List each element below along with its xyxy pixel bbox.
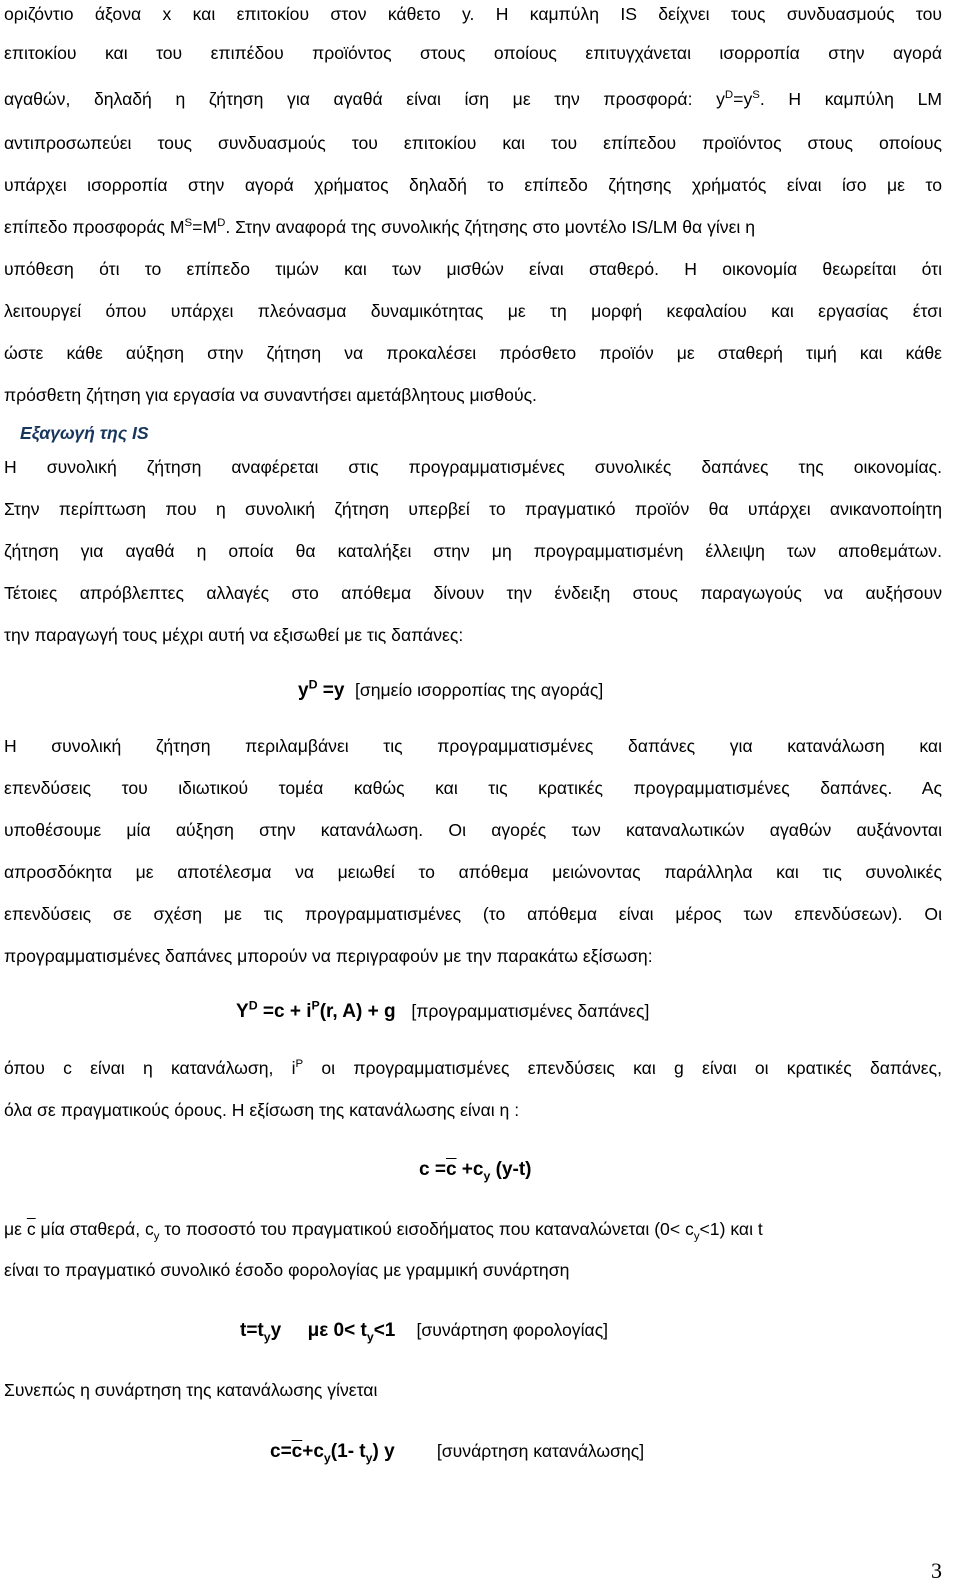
paragraph-line: επίπεδο προσφοράς $M^S=M^D$. Στην αναφορά της συνολικής ζήτησης στο μοντέλο IS/LM θα γίνει η: [4, 217, 756, 237]
paragraph-line: υποθέσουμε μία αύξηση στην κατανάλωση. Οι αγορές των καταναλωτικών αγαθών αυξάνονται: [4, 820, 942, 840]
paragraph-line: Συνεπώς η συνάρτηση της κατανάλωσης γίνεται: [4, 1380, 378, 1400]
paragraph-line: επενδύσεις σε σχέση με τις προγραμματισμένες (το απόθεμα είναι μέρος των επενδύσεων). Οι: [4, 904, 942, 924]
paragraph-line: λειτουργεί όπου υπάρχει πλεόνασμα δυναμικότητας με τη μορφή κεφαλαίου και εργασίας έτσι: [4, 301, 942, 321]
paragraph-line: πρόσθετη ζήτηση για εργασία να συναντήσει αμετάβλητους μισθούς.: [4, 385, 537, 405]
paragraph-line: όπου c είναι η κατανάλωση, $i^P$ οι προγραμματισμένες επενδύσεις και g είναι οι κρατικές δαπάνες,: [4, 1058, 942, 1078]
paragraph-line: Τέτοιες απρόβλεπτες αλλαγές στο απόθεμα δίνουν την ένδειξη στους παραγωγούς να αυξήσουν: [4, 583, 942, 603]
paragraph-line: οριζόντιο άξονα x και επιτοκίου στον κάθετο y. Η καμπύλη IS δείχνει τους συνδυασμούς του: [4, 4, 942, 24]
paragraph-line: με $\overline{c}$ μία σταθερά, $c_y$ το ποσοστό του πραγματικού εισοδήματος που καταναλώνεται $(0< c_y<1)$ και t: [4, 1219, 763, 1243]
paragraph-line: επιτοκίου και του επιπέδου προϊόντος στους οποίους επιτυγχάνεται ισορροπία στην αγορά: [4, 43, 942, 63]
paragraph-line: επενδύσεις του ιδιωτικού τομέα καθώς και τις κρατικές προγραμματισμένες δαπάνες. Ας: [4, 778, 942, 798]
paragraph-line: αντιπροσωπεύει τους συνδυασμούς του επιτοκίου και του επίπεδου προϊόντος στους οποίους: [4, 133, 942, 153]
paragraph-line: Η συνολική ζήτηση αναφέρεται στις προγραμματισμένες συνολικές δαπάνες της οικονομίας.: [4, 457, 942, 477]
paragraph-line: την παραγωγή τους μέχρι αυτή να εξισωθεί με τις δαπάνες:: [4, 625, 464, 645]
paragraph-line: υπόθεση ότι το επίπεδο τιμών και των μισθών είναι σταθερό. Η οικονομία θεωρείται ότι: [4, 259, 942, 279]
paragraph-line: απροσδόκητα με αποτέλεσμα να μειωθεί το απόθεμα μειώνοντας παράλληλα και τις συνολικές: [4, 862, 942, 882]
paragraph-line: Στην περίπτωση που η συνολική ζήτηση υπερβεί το πραγματικό προϊόν θα υπάρχει ανικανοποίητη: [4, 499, 942, 519]
consumption-function-equation: $c=\overline{c}+c_y(1-$ $t_y$) y [συνάρτηση κατανάλωσης]: [270, 1441, 645, 1465]
paragraph-line: αγαθών, δηλαδή η ζήτηση για αγαθά είναι ίση με την προσφορά: $y^D=y^S$. Η καμπύλη LM: [4, 89, 943, 109]
tax-function-equation: $t=t_yy$ με $0< t_y<1$ [συνάρτηση φορολογίας]: [240, 1320, 609, 1344]
section-heading: Εξαγωγή της IS: [20, 423, 149, 443]
paragraph-line: όλα σε πραγματικούς όρους. Η εξίσωση της κατανάλωσης είναι η :: [4, 1100, 520, 1120]
paragraph-line: ζήτηση για αγαθά η οποία θα καταλήξει στην μη προγραμματισμένη έλλειψη των αποθεμάτων.: [4, 541, 942, 561]
page-number: 3: [931, 1558, 942, 1583]
paragraph-line: Η συνολική ζήτηση περιλαμβάνει τις προγραμματισμένες δαπάνες για κατανάλωση και: [4, 736, 942, 756]
planned-expenditure-equation: $Y^D =c + i^P(r$, A) + g [προγραμματισμένες δαπάνες]: [236, 998, 650, 1022]
paragraph-line: ώστε κάθε αύξηση στην ζήτηση να προκαλέσει πρόσθετο προϊόν με σταθερή τιμή και κάθε: [4, 343, 942, 363]
paragraph-line: προγραμματισμένες δαπάνες μπορούν να περιγραφούν με την παρακάτω εξίσωση:: [4, 946, 653, 966]
consumption-equation: $c =\overline{c} +c_y$ (y-t): [419, 1159, 532, 1183]
paragraph-line: είναι το πραγματικό συνολικό έσοδο φορολογίας με γραμμική συνάρτηση: [4, 1260, 570, 1280]
paragraph-line: υπάρχει ισορροπία στην αγορά χρήματος δηλαδή το επίπεδο ζήτησης χρήματός είναι ίσο με το: [4, 175, 942, 195]
equilibrium-equation: $y^D =y$ [σημείο ισορροπίας της αγοράς]: [298, 677, 604, 701]
